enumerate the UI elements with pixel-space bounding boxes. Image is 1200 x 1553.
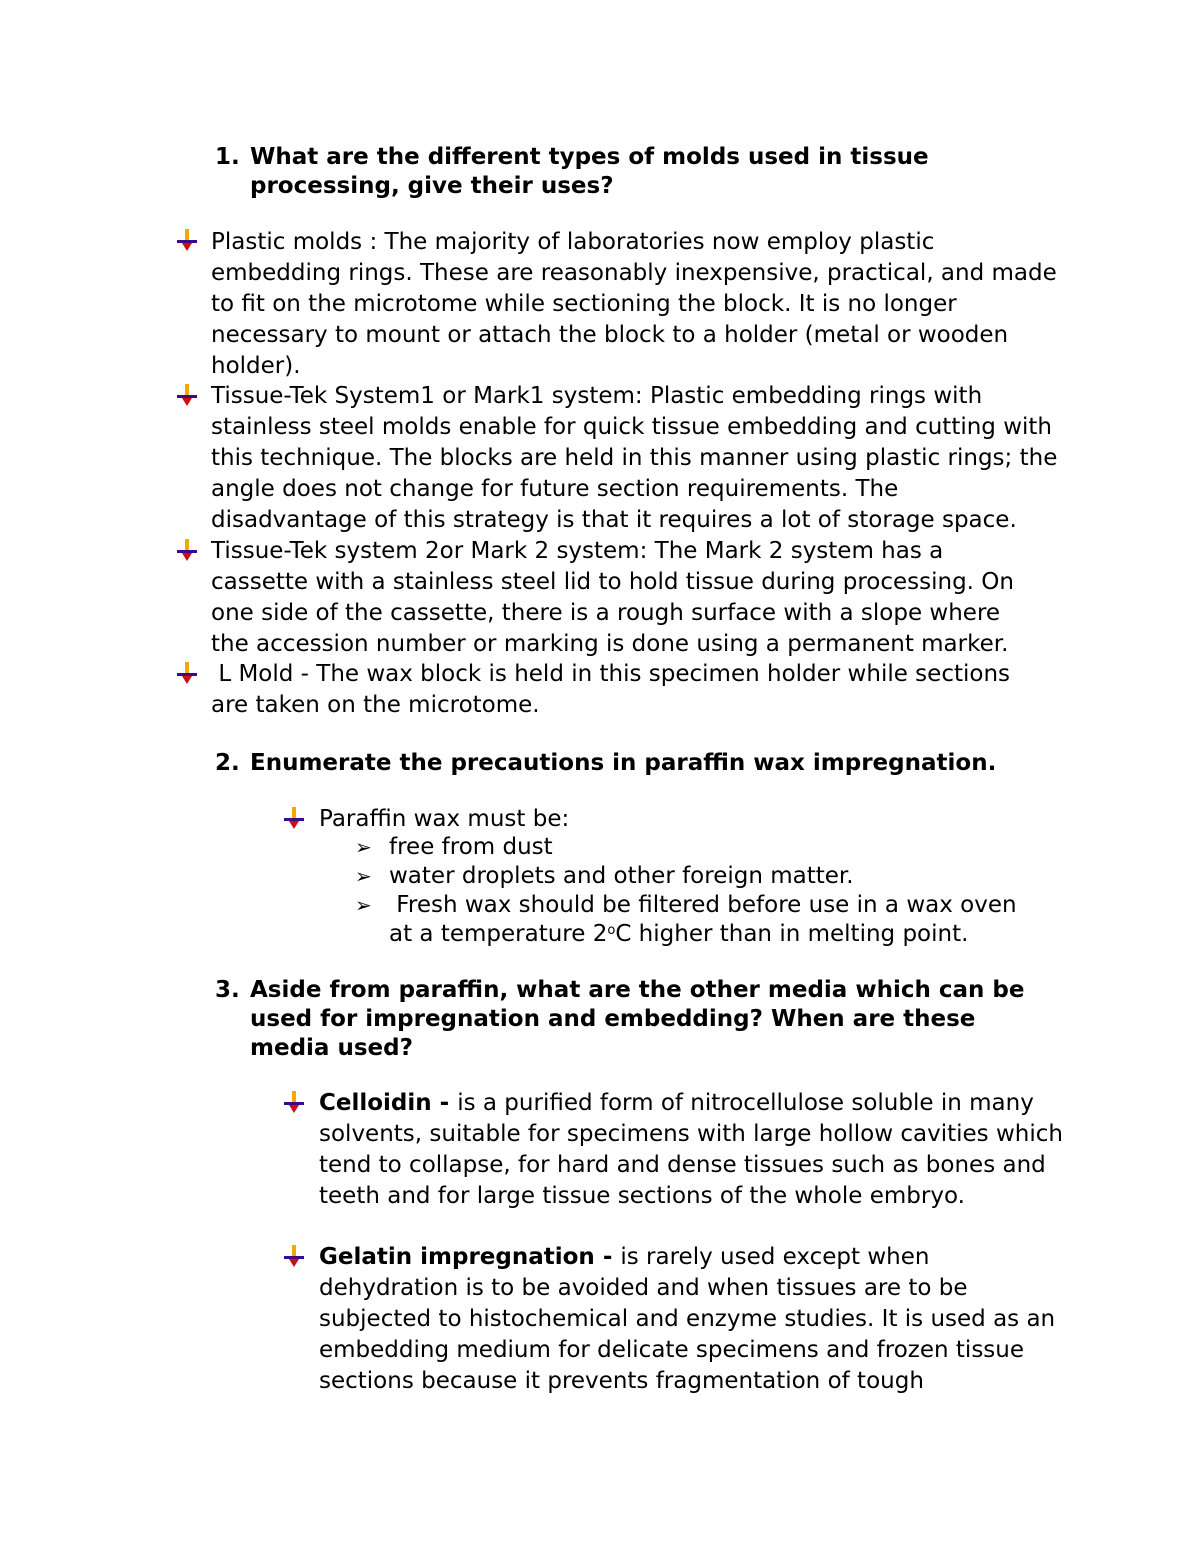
list-item: Paraffin wax must be: [319, 806, 570, 832]
arrow-down-bullet-icon [177, 229, 197, 251]
list-item: L Mold - The wax block is held in this specimen holder while sections are taken on the microtome. [211, 661, 1018, 718]
question-text: Aside from paraffin, what are the other media which can be used for impregnation and embedding? When are these media used? [250, 977, 1025, 1061]
question-number: 1. [215, 144, 240, 170]
arrow-down-bullet-icon [284, 1245, 304, 1267]
sub-list-item: Fresh wax should be filtered before use in a wax oven [389, 892, 1017, 918]
question-number: 3. [215, 977, 240, 1003]
question-1 [215, 143, 975, 201]
sub-list-item: water droplets and other foreign matter. [389, 863, 854, 889]
arrow-down-bullet-icon [177, 384, 197, 406]
arrow-down-bullet-icon [284, 807, 304, 829]
arrow-down-bullet-icon [177, 539, 197, 561]
temperature-text: at a temperature 2 [389, 921, 608, 947]
list-item: Tissue-Tek System1 or Mark1 system: Plastic embedding rings with stainless steel molds enable for quick tissue embedding and cutting with this technique. The blocks are held in this manner using plastic rings; the angle does not change for future section requirements. The disadvantage of this strategy is that it requires a lot of storage space. [211, 383, 1058, 533]
list-item [319, 1242, 1064, 1397]
degree-sign: o [607, 923, 616, 938]
sub-list-item: free from dust [389, 834, 553, 860]
list-item: Tissue-Tek system 2or Mark 2 system: The Mark 2 system has a cassette with a stainless steel lid to hold tissue during processing. On one side of the cassette, there is a rough surface with a slope where the accession number or marking is done using a permanent marker. [211, 538, 1014, 657]
temperature-suffix: C higher than in melting point. [615, 921, 969, 947]
term-description: is rarely used except when dehydration is to be avoided and when tissues are to be subjected to histochemical and enzyme studies. It is used as an embedding medium for delicate specimens and frozen tissue sections because it prevents fragmentation of tough [319, 1244, 1056, 1394]
list-item: Plastic molds : The majority of laboratories now employ plastic embedding rings. These are reasonably inexpensive, practical, and made to fit on the microtome while sectioning the block. It is no longer necessary to mount or attach the block to a holder (metal or wooden holder). [211, 229, 1057, 379]
term-description: is a purified form of nitrocellulose soluble in many solvents, suitable for specimens with large hollow cavities which tend to collapse, for hard and dense tissues such as bones and teeth and for large tissue sections of the whole embryo. [319, 1090, 1063, 1209]
arrowhead-bullet-icon: ➢ [355, 835, 372, 859]
question-2 [215, 749, 1075, 778]
term-label: Gelatin impregnation - [319, 1244, 621, 1270]
question-3 [215, 976, 1055, 1063]
question-text: Enumerate the precautions in paraffin wax impregnation. [250, 750, 997, 776]
arrow-down-bullet-icon [177, 662, 197, 684]
sub-list-item-continuation [389, 920, 1069, 949]
list-item [319, 1088, 1064, 1212]
question-number: 2. [215, 750, 240, 776]
arrow-down-bullet-icon [284, 1091, 304, 1113]
question-text: What are the different types of molds used in tissue processing, give their uses? [250, 144, 929, 199]
term-label: Celloidin - [319, 1090, 458, 1116]
arrowhead-bullet-icon: ➢ [355, 864, 372, 888]
arrowhead-bullet-icon: ➢ [355, 893, 372, 917]
